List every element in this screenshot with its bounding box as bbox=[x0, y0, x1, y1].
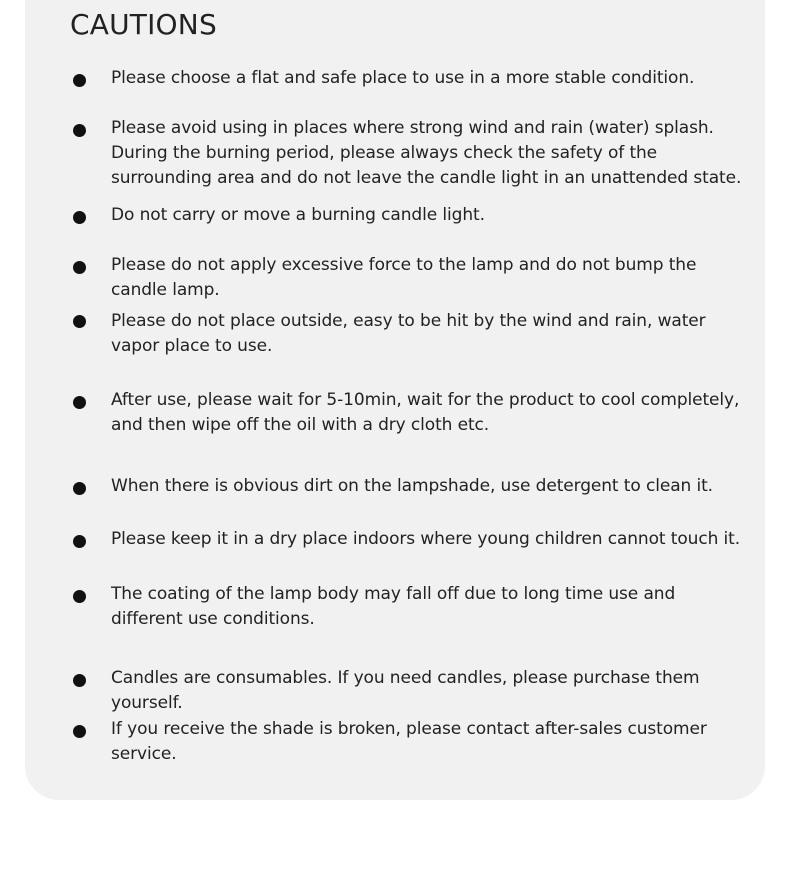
list-item-text: Please choose a flat and safe place to use in a more stable condition. bbox=[111, 68, 695, 88]
list-item-text: Please keep it in a dry place indoors where young children cannot touch it. bbox=[111, 529, 741, 549]
list-item-text: Please avoid using in places where strong wind and rain (water) splash. During the burning period, please always check the safety of the surrounding area and do not leave the candle light in an unattended state. bbox=[111, 118, 742, 188]
bullet-icon bbox=[73, 396, 86, 409]
bullet-icon bbox=[73, 590, 86, 603]
page-title: CAUTIONS bbox=[70, 8, 217, 41]
bullet-icon bbox=[73, 725, 86, 738]
bullet-icon bbox=[73, 315, 86, 328]
list-item-text: Please do not place outside, easy to be hit by the wind and rain, water vapor place to use. bbox=[111, 311, 706, 356]
list-item-text: If you receive the shade is broken, please contact after-sales customer service. bbox=[111, 719, 707, 764]
bullet-icon bbox=[73, 674, 86, 687]
bullet-icon bbox=[73, 124, 86, 137]
bullet-icon bbox=[73, 482, 86, 495]
bullet-icon bbox=[73, 211, 86, 224]
bullet-icon bbox=[73, 535, 86, 548]
list-item-text: Please do not apply excessive force to the lamp and do not bump the candle lamp. bbox=[111, 255, 697, 300]
list-item-text: When there is obvious dirt on the lampshade, use detergent to clean it. bbox=[111, 476, 713, 496]
list-item-text: Do not carry or move a burning candle light. bbox=[111, 205, 485, 225]
list-item-text: Candles are consumables. If you need candles, please purchase them yourself. bbox=[111, 668, 700, 713]
bullet-icon bbox=[73, 74, 86, 87]
list-item-text: The coating of the lamp body may fall off due to long time use and different use conditions. bbox=[111, 584, 676, 629]
list-item-text: After use, please wait for 5-10min, wait for the product to cool completely, and then wipe off the oil with a dry cloth etc. bbox=[111, 390, 740, 435]
bullet-icon bbox=[73, 261, 86, 274]
